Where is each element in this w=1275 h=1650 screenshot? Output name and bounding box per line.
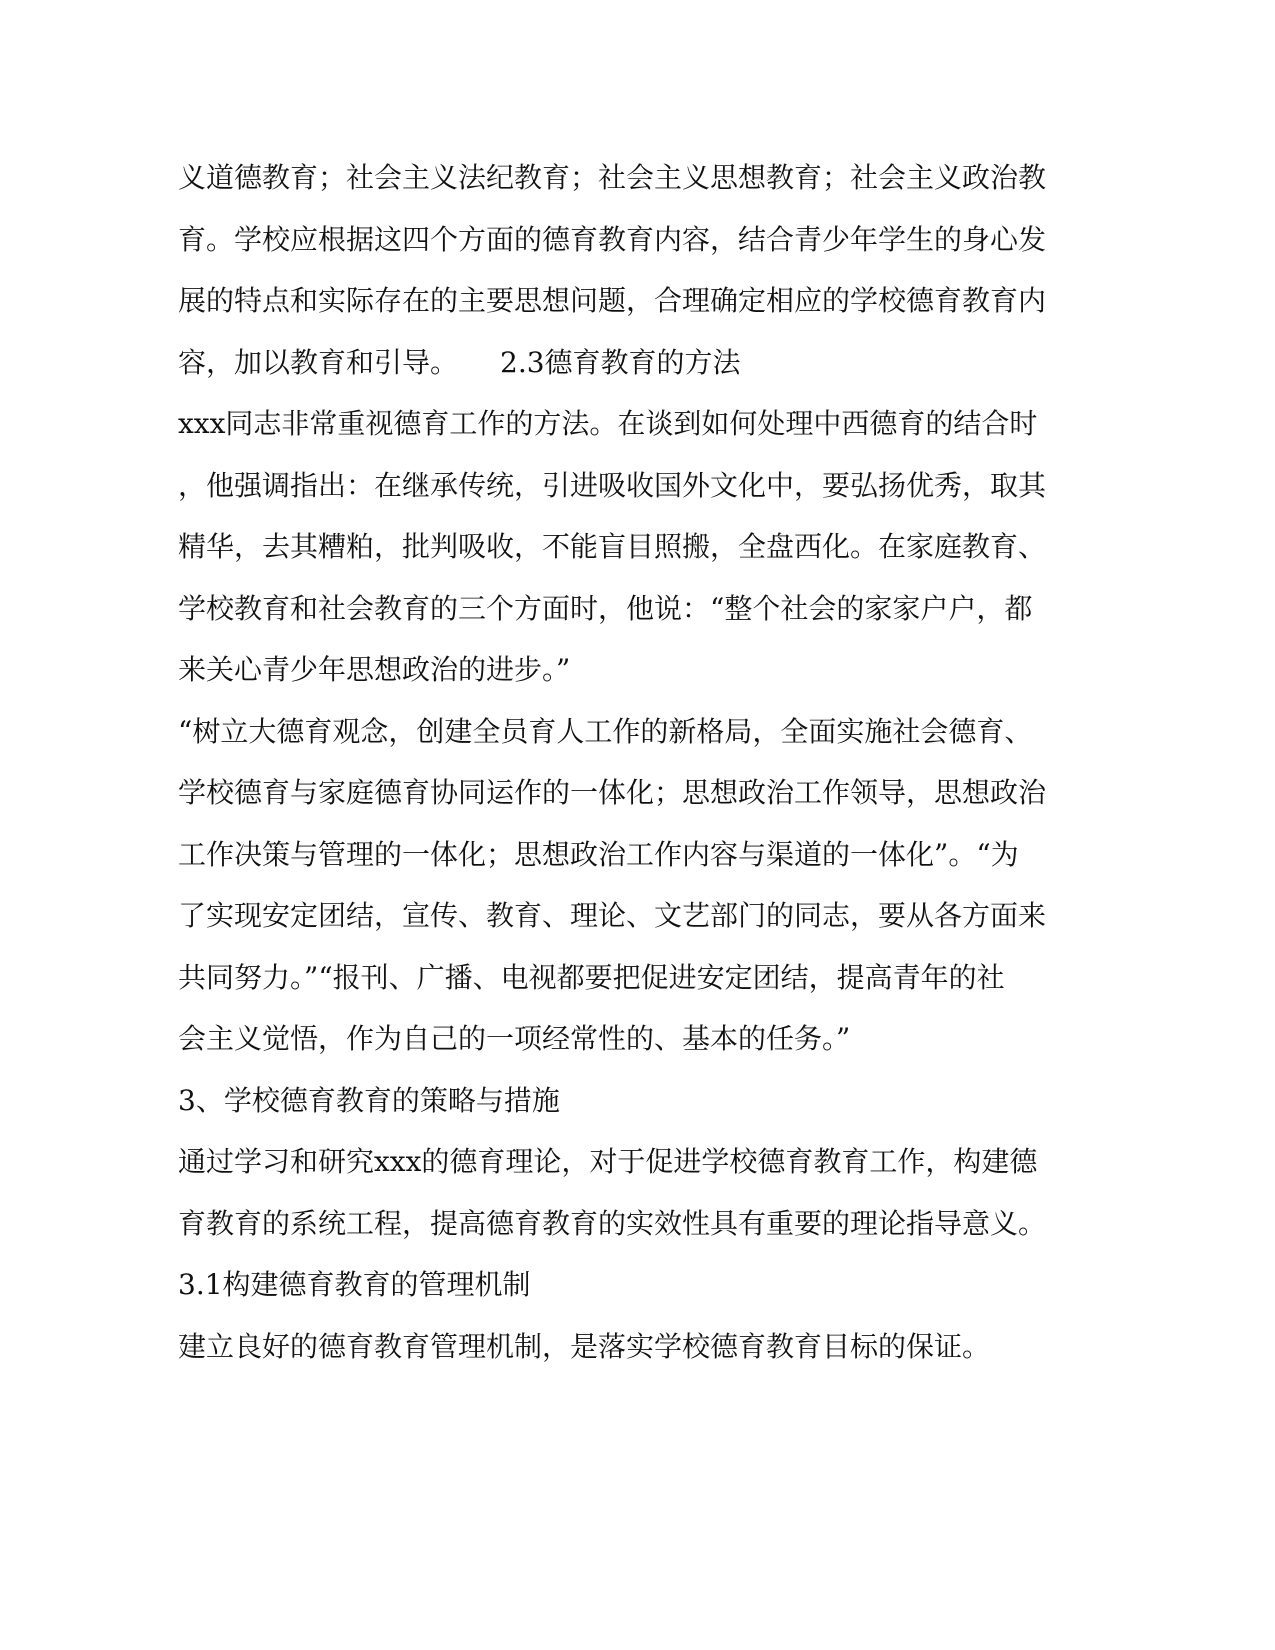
text-line: 学校德育与家庭德育协同运作的一体化；思想政治工作领导，思想政治	[178, 776, 1047, 809]
text-line: 精华，去其糟粕，批判吸收，不能盲目照搬，全盘西化。在家庭教育、	[178, 530, 1047, 563]
text-line: 会主义觉悟，作为自己的一项经常性的、基本的任务。”	[178, 1022, 851, 1055]
section-heading: 3、学校德育教育的策略与措施	[178, 1083, 560, 1117]
text-line: 工作决策与管理的一体化；思想政治工作内容与渠道的一体化”。“为	[178, 837, 1019, 871]
text-line: “树立大德育观念，创建全员育人工作的新格局，全面实施社会德育、	[178, 714, 1033, 748]
text-line: 义道德教育；社会主义法纪教育；社会主义思想教育；社会主义政治教	[178, 161, 1047, 194]
text-line: 建立良好的德育教育管理机制，是落实学校德育教育目标的保证。	[178, 1329, 991, 1363]
text-line: 了实现安定团结，宣传、教育、理论、文艺部门的同志，要从各方面来	[178, 899, 1047, 932]
text-line: 学校教育和社会教育的三个方面时，他说：“整个社会的家家户户，都	[178, 591, 1033, 625]
subsection-heading: 3.1构建德育教育的管理机制	[178, 1268, 531, 1301]
text-line: 育。学校应根据这四个方面的德育教育内容，结合青少年学生的身心发	[178, 222, 1047, 256]
text-line: 容，加以教育和引导。 2.3德育教育的方法	[178, 345, 741, 379]
text-line: 育教育的系统工程，提高德育教育的实效性具有重要的理论指导意义。	[178, 1206, 1047, 1240]
text-line: 展的特点和实际存在的主要思想问题，合理确定相应的学校德育教育内	[178, 284, 1047, 317]
text-line: 通过学习和研究xxx的德育理论，对于促进学校德育教育工作，构建德	[178, 1145, 1038, 1178]
text-line: 共同努力。”“报刊、广播、电视都要把促进安定团结，提高青年的社	[178, 960, 1005, 994]
text-line: xxx同志非常重视德育工作的方法。在谈到如何处理中西德育的结合时	[178, 407, 1038, 440]
text-line: ，他强调指出：在继承传统，引进吸收国外文化中，要弘扬优秀，取其	[178, 468, 1047, 502]
body-text	[178, 147, 1058, 1377]
text-line: 来关心青少年思想政治的进步。”	[178, 653, 571, 686]
